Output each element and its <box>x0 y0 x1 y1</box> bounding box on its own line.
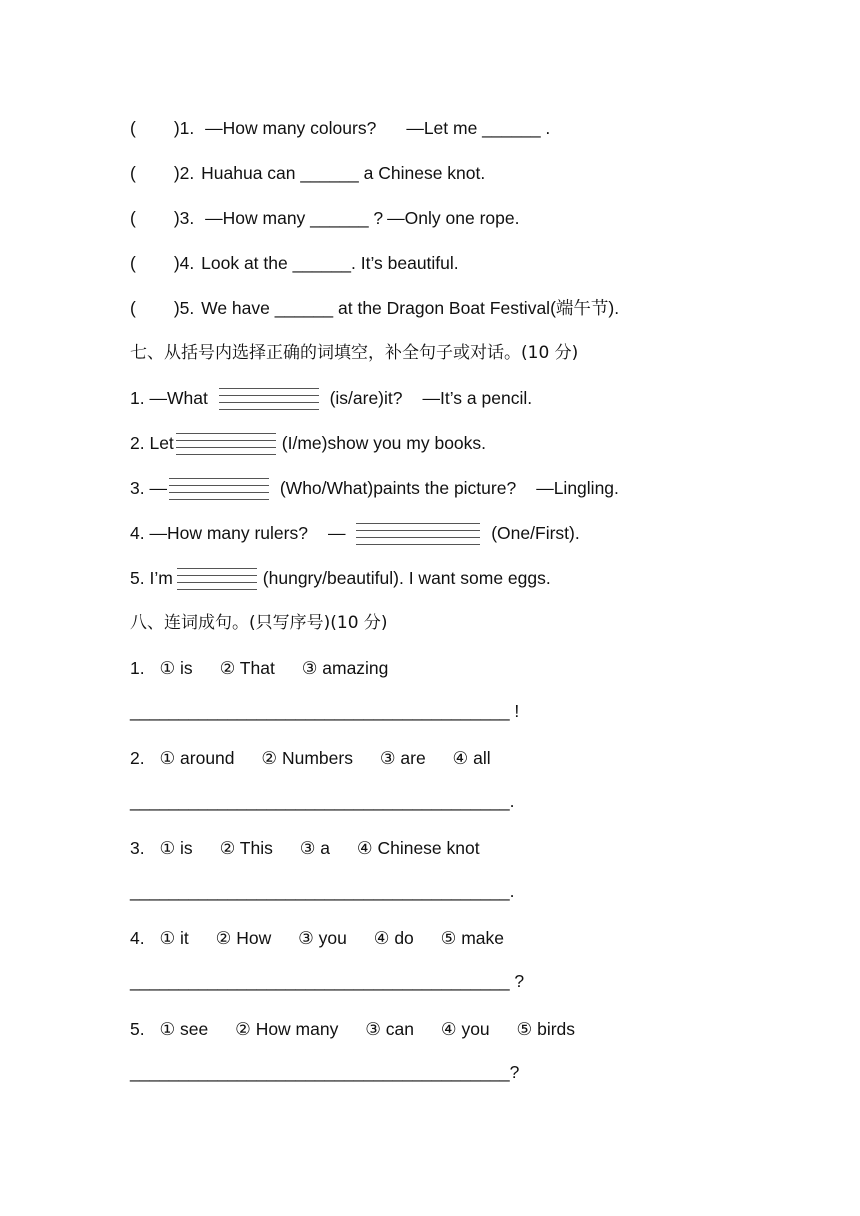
fill-blank[interactable] <box>219 388 319 410</box>
answer-paren[interactable]: ( <box>130 118 136 138</box>
answer-line-8-2[interactable]: _______________________________________. <box>130 791 515 811</box>
question-8-1: 1. ① is ② That ③ amazing <box>130 658 389 678</box>
answer-paren[interactable]: ( <box>130 163 136 183</box>
answer-paren[interactable]: ( <box>130 208 136 228</box>
section-7-heading: 七、从括号内选择正确的词填空，补全句子或对话。(10 分) <box>130 343 579 363</box>
fill-blank[interactable] <box>176 433 276 455</box>
question-6-5: ( )5. We have ______ at the Dragon Boat Festival(端午节). <box>130 298 620 318</box>
fill-blank[interactable] <box>169 478 269 500</box>
question-8-4: 4. ① it ② How ③ you ④ do ⑤ make <box>130 928 505 948</box>
answer-paren[interactable]: ( <box>130 253 136 273</box>
question-6-4: ( )4. Look at the ______. It’s beautiful. <box>130 253 459 273</box>
answer-paren[interactable]: ( <box>130 298 136 318</box>
question-6-2: ( )2. Huahua can ______ a Chinese knot. <box>130 163 486 183</box>
question-8-2: 2. ① around ② Numbers ③ are ④ all <box>130 748 491 768</box>
question-7-3: 3. — (Who/What)paints the picture? —Lingling. <box>130 476 619 500</box>
fill-blank[interactable] <box>356 523 480 545</box>
answer-line-8-5[interactable]: _______________________________________? <box>130 1062 520 1082</box>
question-7-4: 4. —How many rulers? — (One/First). <box>130 521 580 545</box>
answer-line-8-3[interactable]: _______________________________________. <box>130 881 515 901</box>
question-7-5: 5. I’m (hungry/beautiful). I want some eggs. <box>130 566 551 590</box>
question-8-3: 3. ① is ② This ③ a ④ Chinese knot <box>130 838 480 858</box>
answer-line-8-1[interactable]: _______________________________________ ! <box>130 701 520 721</box>
question-6-3: ( )3. —How many ______ ? —Only one rope. <box>130 208 520 228</box>
section-8-heading: 八、连词成句。(只写序号)(10 分) <box>130 613 388 633</box>
question-7-2: 2. Let (I/me)show you my books. <box>130 431 486 455</box>
answer-line-8-4[interactable]: _______________________________________ ? <box>130 971 525 991</box>
question-8-5: 5. ① see ② How many ③ can ④ you ⑤ birds <box>130 1019 576 1039</box>
question-7-1: 1. —What (is/are)it? —It’s a pencil. <box>130 386 532 410</box>
fill-blank[interactable] <box>177 568 257 590</box>
question-6-1: ( )1. —How many colours? —Let me ______ . <box>130 118 551 138</box>
